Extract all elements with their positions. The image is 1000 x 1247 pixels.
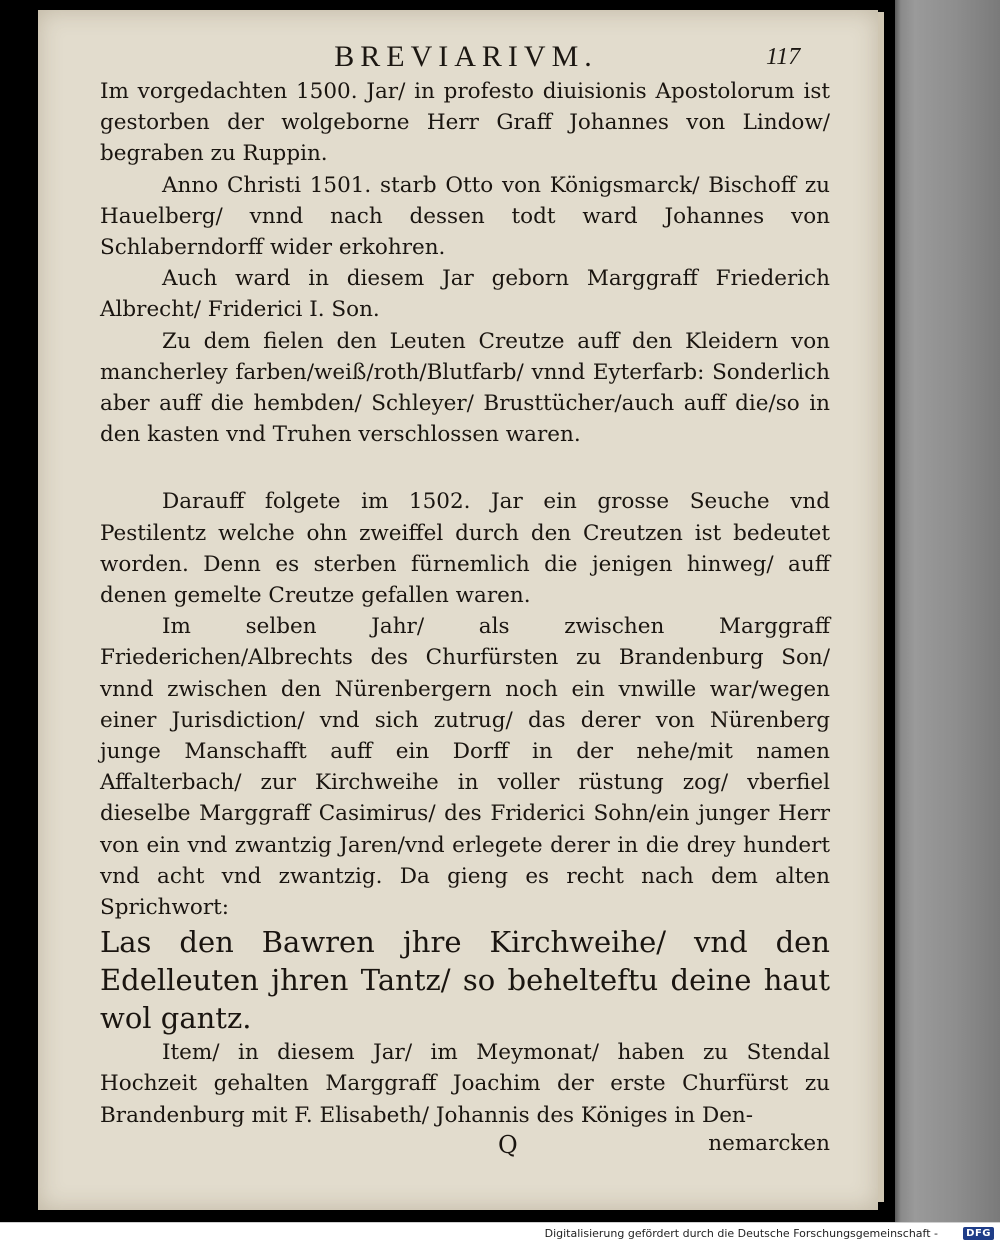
running-head: BREVIARIVM. bbox=[334, 40, 598, 73]
paragraph-3: Auch ward in diesem Jar geborn Marggraff Friederich Albrecht/ Friderici I. Son. bbox=[100, 266, 830, 323]
signature-mark: Q bbox=[498, 1130, 518, 1159]
credit-bar bbox=[0, 1222, 1000, 1247]
folio-number: 117 bbox=[766, 44, 801, 70]
scan-margin-strip bbox=[895, 0, 1000, 1222]
credit-text: Digitalisierung gefördert durch die Deutsche Forschungsgemeinschaft - bbox=[544, 1227, 938, 1240]
book-page bbox=[38, 10, 878, 1210]
catchword: nemarcken bbox=[708, 1130, 830, 1156]
paragraph-5: Darauff folgete im 1502. Jar ein grosse Seuche vnd Pestilentz welche ohn zweiffel durch den Creutzen ist bedeutet worden. Denn es sterben fürnemlich die jenigen hinweg/ auff denen gemelte Creutze gefallen waren. bbox=[100, 489, 830, 609]
text-block bbox=[100, 76, 830, 1163]
proverb: Las den Bawren jhre Kirchweihe/ vnd den Edelleuten jhren Tantz/ so behelteftu deine haut wol gantz. bbox=[100, 925, 830, 1036]
paragraph-2: Anno Christi 1501. starb Otto von Königsmarck/ Bischoff zu Hauelberg/ vnnd nach dessen todt ward Johannes von Schlaberndorff wider erkohren. bbox=[100, 172, 830, 261]
paragraph-4: Zu dem fielen den Leuten Creutze auff den Kleidern von mancherley farben/weiß/roth/Blutfarb/ vnnd Eyterfarb: Sonderlich aber auff die hembden/ Schleyer/ Brusttücher/auch auff die/so in den kasten vnd Truhen verschlossen waren. bbox=[100, 328, 830, 448]
paragraph-1: Im vorgedachten 1500. Jar/ in profesto diuisionis Apostolorum ist gestorben der wolgeborne Herr Graff Johannes von Lindow/ begraben zu Ruppin. bbox=[100, 79, 830, 167]
paragraph-6: Im selben Jahr/ als zwischen Marggraff Friederichen/Albrechts des Churfürsten zu Brandenburg Son/ vnnd zwischen den Nürenbergern noch ein vnwille war/wegen einer Jurisdiction/ vnd sich zutrug/ das derer von Nürenberg junge Manschafft auff ein Dorff in der nehe/mit namen Affalterbach/ zur Kirchweihe in voller rüstung zog/ vberfiel dieselbe Marggraff Casimirus/ des Friderici Sohn/ein junger Herr von ein vnd zwantzig Jaren/vnd erlegete derer in die drey hundert vnd acht vnd zwantzig. Da gieng es recht nach dem alten Sprichwort: bbox=[100, 614, 830, 921]
paragraph-7: Item/ in diesem Jar/ im Meymonat/ haben zu Stendal Hochzeit gehalten Marggraff Joachim der erste Churfürst zu Brandenburg mit F. Elisabeth/ Johannis des Königes in Den- bbox=[100, 1040, 830, 1128]
page-header bbox=[246, 40, 826, 80]
page-edge bbox=[878, 12, 884, 1202]
dfg-logo-icon: DFG bbox=[963, 1227, 994, 1240]
page-foot bbox=[100, 1131, 830, 1163]
